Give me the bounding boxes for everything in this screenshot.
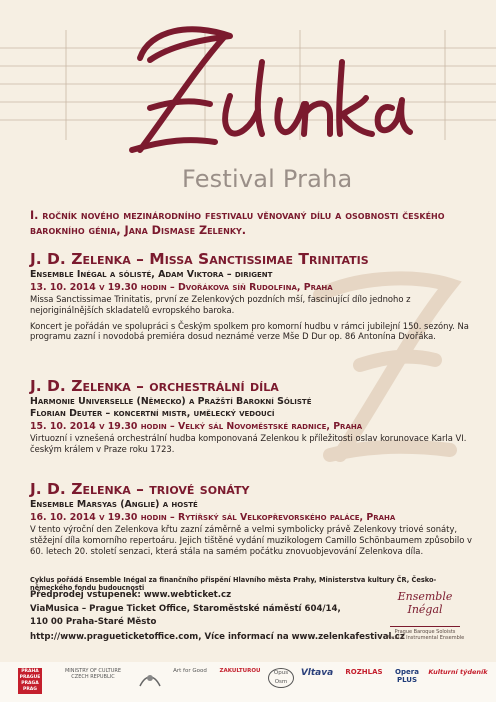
- presale-info: Předprodej vstupenek: www.webticket.cz: [30, 590, 232, 600]
- ensemble-logo: [380, 590, 470, 641]
- concert-date: 13. 10. 2014 v 19.30 hodin – Dvořákova síň Rudolfina, Praha: [30, 282, 333, 293]
- concert-date: 16. 10. 2014 v 19.30 hodin – Rytířský sál Velkopřevorského paláce, Praha: [30, 512, 396, 523]
- sponsor-logo-zakulturou: ZAKULTUROU: [219, 668, 261, 674]
- performers: Ensemble Inégal a sólisté, Adam Viktora – dirigent: [30, 269, 273, 280]
- concert-2: [30, 377, 480, 455]
- music-staff-logo: [0, 0, 496, 160]
- concert-title: J. D. Zelenka – Missa Sanctissimae Trinitatis: [30, 250, 369, 268]
- ticket-office-city: 110 00 Praha-Staré Město: [30, 617, 157, 627]
- sponsor-logo-emblem: [138, 668, 162, 688]
- sponsor-logo-opus-osm: Opus Osm: [268, 668, 294, 688]
- sponsor-logo-kulturni-tydenik: Kulturní týdeník: [428, 668, 488, 676]
- info-links[interactable]: http://www.pragueticketoffice.com, Více informací na www.zelenkafestival.cz: [30, 632, 405, 642]
- ensemble-sub2: Vocal & Instrumental Ensemble: [385, 635, 465, 641]
- performers: Ensemble Marsyas (Anglie) a hosté: [30, 499, 198, 510]
- concert-1: [30, 250, 480, 342]
- description: Koncert je pořádán ve spolupráci s Českým spolkem pro komorní hudbu v rámci jubilejní 150. sezóny. Na programu zazní i novodobá premiéra dosud neznámé verze Mše D Dur op. 86 Antonína Dvořáka.: [30, 320, 469, 342]
- concert-title: J. D. Zelenka – orchestrální díla: [30, 377, 279, 395]
- sponsor-logo-bar: [0, 662, 496, 702]
- sponsor-logo-artforgood: Art for Good: [173, 668, 207, 674]
- concert-title: J. D. Zelenka – triové sonáty: [30, 480, 250, 498]
- festival-intro: I. ročník nového mezinárodního festivalu věnovaný dílu a osobnosti českého barokního génia, Jana Dismase Zelenky.: [30, 209, 445, 237]
- concert-date: 15. 10. 2014 v 19.30 hodin – Velký sál Novoměstské radnice, Praha: [30, 421, 363, 432]
- sponsor-logo-prague: PRAHA PRAGUE PRAGA PRAG: [19, 669, 41, 692]
- sponsor-logo-rozhlas: ROZHLAS: [345, 668, 383, 676]
- description: Missa Sanctissimae Trinitatis, první ze Zelenkových pozdních mší, fascinující dílo jednoho z nejoriginálnějších skladatelů evropského baroka.: [30, 294, 411, 315]
- performers: Harmonie Universelle (Německo) a Pražští Barokní Sólisté: [30, 396, 312, 407]
- sponsor-logo-operaplus: Opera PLUS: [395, 668, 419, 684]
- description: V tento výroční den Zelenkova křtu zazní záměrně a velmi symbolicky právě Zelenkovy triové sonáty, stěžejní díla komorního repertoáru. Jejich tištěné vydání muzikologem Camillo Schönbaumem způsobilo v 60. letech 20. století senzaci, která stála na samém počátku znovuobjevování Zelenkova díla.: [30, 524, 472, 556]
- concert-3: [30, 480, 480, 556]
- performers: Florian Deuter – koncertní mistr, umělecký vedoucí: [30, 408, 275, 419]
- ensemble-sub1: Prague Baroque Soloists: [394, 629, 456, 635]
- description: Virtuozní i vznešená orchestrální hudba komponovaná Zelenkou k příležitosti oslav korunovace Karla VI. českým králem v Praze roku 1723.: [30, 433, 467, 454]
- organizer-note: Cyklus pořádá Ensemble Inégal za finančního přispění Hlavního města Prahy, Ministerstva kultury ČR, Česko-německého fondu budoucnosti: [30, 576, 437, 592]
- festival-subtitle: Festival Praha: [182, 165, 353, 193]
- ensemble-name: Ensemble Inégal: [397, 590, 453, 616]
- sponsor-logo-ministry: MINISTRY OF CULTURE CZECH REPUBLIC: [64, 668, 122, 680]
- ticket-office-address: ViaMusica – Prague Ticket Office, Staroměstské náměstí 604/14,: [30, 604, 341, 614]
- sponsor-logo-vltava: Vltava: [300, 668, 334, 678]
